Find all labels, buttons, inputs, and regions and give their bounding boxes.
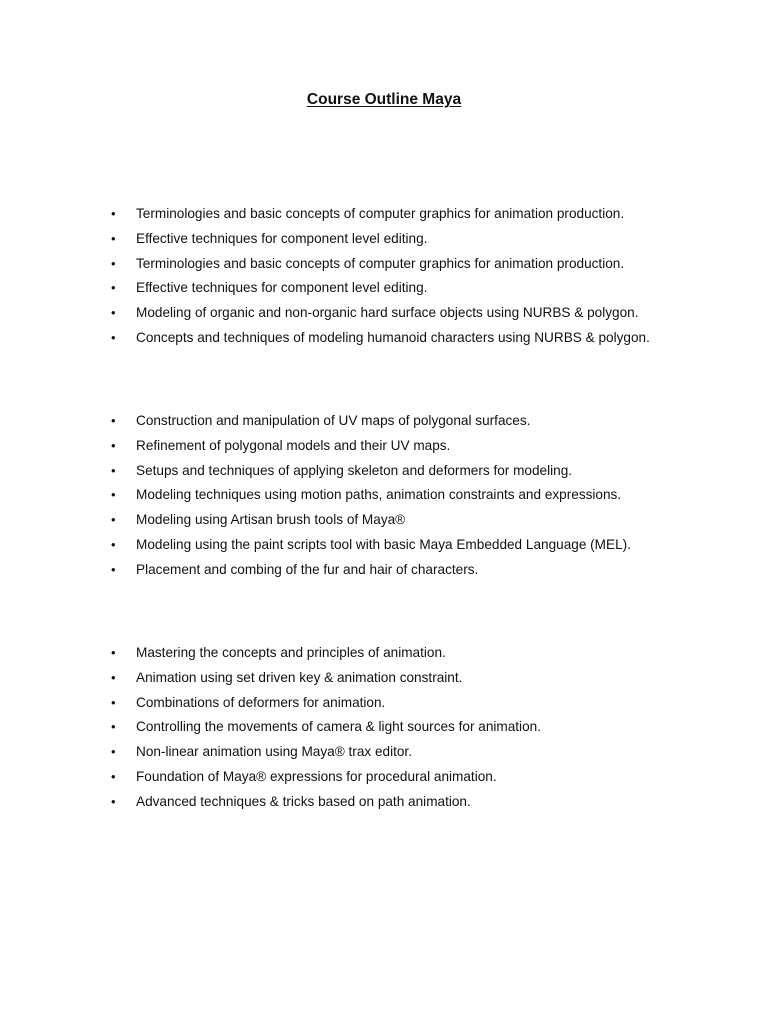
bullet-icon: • [111,487,116,503]
document-title: Course Outline Maya [306,91,462,108]
outline-item-text: Combinations of deformers for animation. [136,694,386,710]
outline-item-text: Animation using set driven key & animation constraint. [136,669,463,685]
bullet-icon: • [111,437,116,453]
outline-item-text: Concepts and techniques of modeling humanoid characters using NURBS & polygon. [136,329,650,345]
outline-item-text: Modeling of organic and non-organic hard surface objects using NURBS & polygon. [136,305,639,321]
bullet-icon: • [111,280,116,296]
outline-item-text: Setups and techniques of applying skeleton and deformers for modeling. [136,462,573,478]
outline-item-text: Terminologies and basic concepts of computer graphics for animation production. [136,255,625,271]
bullet-icon: • [111,329,116,345]
bullet-icon: • [111,669,116,685]
outline-item-text: Effective techniques for component level editing. [136,230,428,246]
bullet-icon: • [111,255,116,271]
bullet-icon: • [111,230,116,246]
outline-item-text: Controlling the movements of camera & light sources for animation. [136,719,541,735]
bullet-icon: • [111,462,116,478]
bullet-icon: • [111,694,116,710]
bullet-icon: • [111,645,116,660]
outline-item-text: Modeling using the paint scripts tool with basic Maya Embedded Language (MEL). [136,536,631,552]
bullet-icon: • [111,768,116,784]
outline-item-text: Modeling techniques using motion paths, animation constraints and expressions. [136,487,622,503]
outline-item-text: Placement and combing of the fur and hair of characters. [136,561,479,577]
bullet-icon: • [111,305,116,321]
bullet-icon: • [111,561,116,577]
bullet-icon: • [111,512,116,528]
outline-item-text: Foundation of Maya® expressions for procedural animation. [136,768,497,784]
bullet-icon: • [111,413,116,428]
bullet-icon: • [111,719,116,735]
bullet-icon: • [111,206,116,221]
outline-item-text: Mastering the concepts and principles of animation. [136,645,446,660]
outline-item-text: Refinement of polygonal models and their UV maps. [136,437,451,453]
outline-item-text: Terminologies and basic concepts of computer graphics for animation production. [136,206,625,221]
outline-item-text: Non-linear animation using Maya® trax editor. [136,744,412,760]
bullet-icon: • [111,744,116,760]
outline-item-text: Modeling using Artisan brush tools of Maya® [136,512,406,528]
bullet-icon: • [111,536,116,552]
outline-item-text: Construction and manipulation of UV maps of polygonal surfaces. [136,413,531,428]
outline-item-text: Advanced techniques & tricks based on path animation. [136,793,471,809]
bullet-icon: • [111,793,116,809]
outline-item-text: Effective techniques for component level editing. [136,280,428,296]
